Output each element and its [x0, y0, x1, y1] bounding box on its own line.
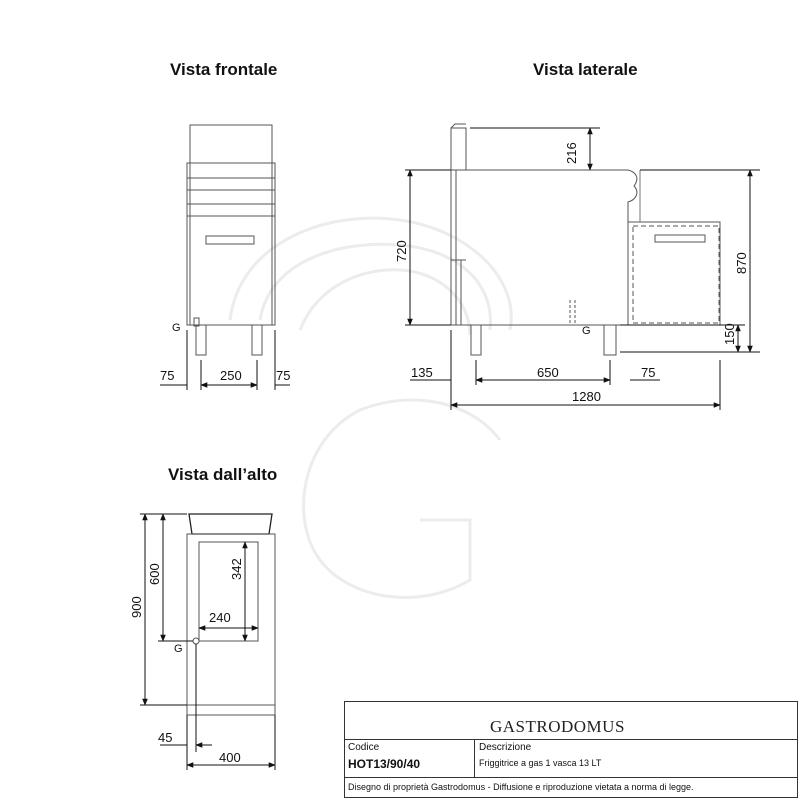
gas-label-top: G [174, 643, 183, 655]
side-dim-870: 870 [734, 252, 749, 274]
top-dim-900: 900 [129, 596, 144, 618]
title-block-row [345, 739, 797, 777]
top-view-title: Vista dall’alto [168, 465, 278, 484]
front-dim-center: 250 [220, 368, 242, 383]
title-block [344, 701, 798, 798]
code-label: Codice [348, 742, 380, 753]
gas-label-front: G [172, 322, 181, 334]
property-notice-text: Disegno di proprietà Gastrodomus - Diffusione e riproduzione vietata a norma di legge. [348, 782, 694, 792]
code-cell [345, 740, 475, 777]
top-dim-342: 342 [229, 558, 244, 580]
side-dim-75: 75 [641, 365, 656, 380]
code-value: HOT13/90/40 [348, 757, 421, 771]
side-dim-150: 150 [722, 323, 737, 345]
gas-label-side: G [582, 325, 591, 337]
description-value: Friggitrice a gas 1 vasca 13 LT [479, 758, 602, 768]
description-cell [475, 740, 797, 777]
top-dim-600: 600 [147, 563, 162, 585]
description-label: Descrizione [479, 742, 532, 753]
front-dim-right: 75 [276, 368, 291, 383]
front-view-title: Vista frontale [170, 60, 278, 79]
top-dim-240: 240 [209, 610, 231, 625]
top-dim-400: 400 [219, 750, 241, 765]
side-dim-1280: 1280 [572, 389, 601, 404]
side-dim-216: 216 [564, 142, 579, 164]
side-dim-650: 650 [537, 365, 559, 380]
property-notice [345, 777, 797, 797]
brand-name: GASTRODOMUS [490, 717, 625, 736]
front-dim-left: 75 [160, 368, 175, 383]
side-dim-135: 135 [411, 365, 433, 380]
top-dim-45: 45 [158, 730, 173, 745]
front-view [187, 125, 275, 355]
side-view-title: Vista laterale [533, 60, 638, 79]
side-dim-720: 720 [394, 240, 409, 262]
top-view [187, 514, 275, 715]
